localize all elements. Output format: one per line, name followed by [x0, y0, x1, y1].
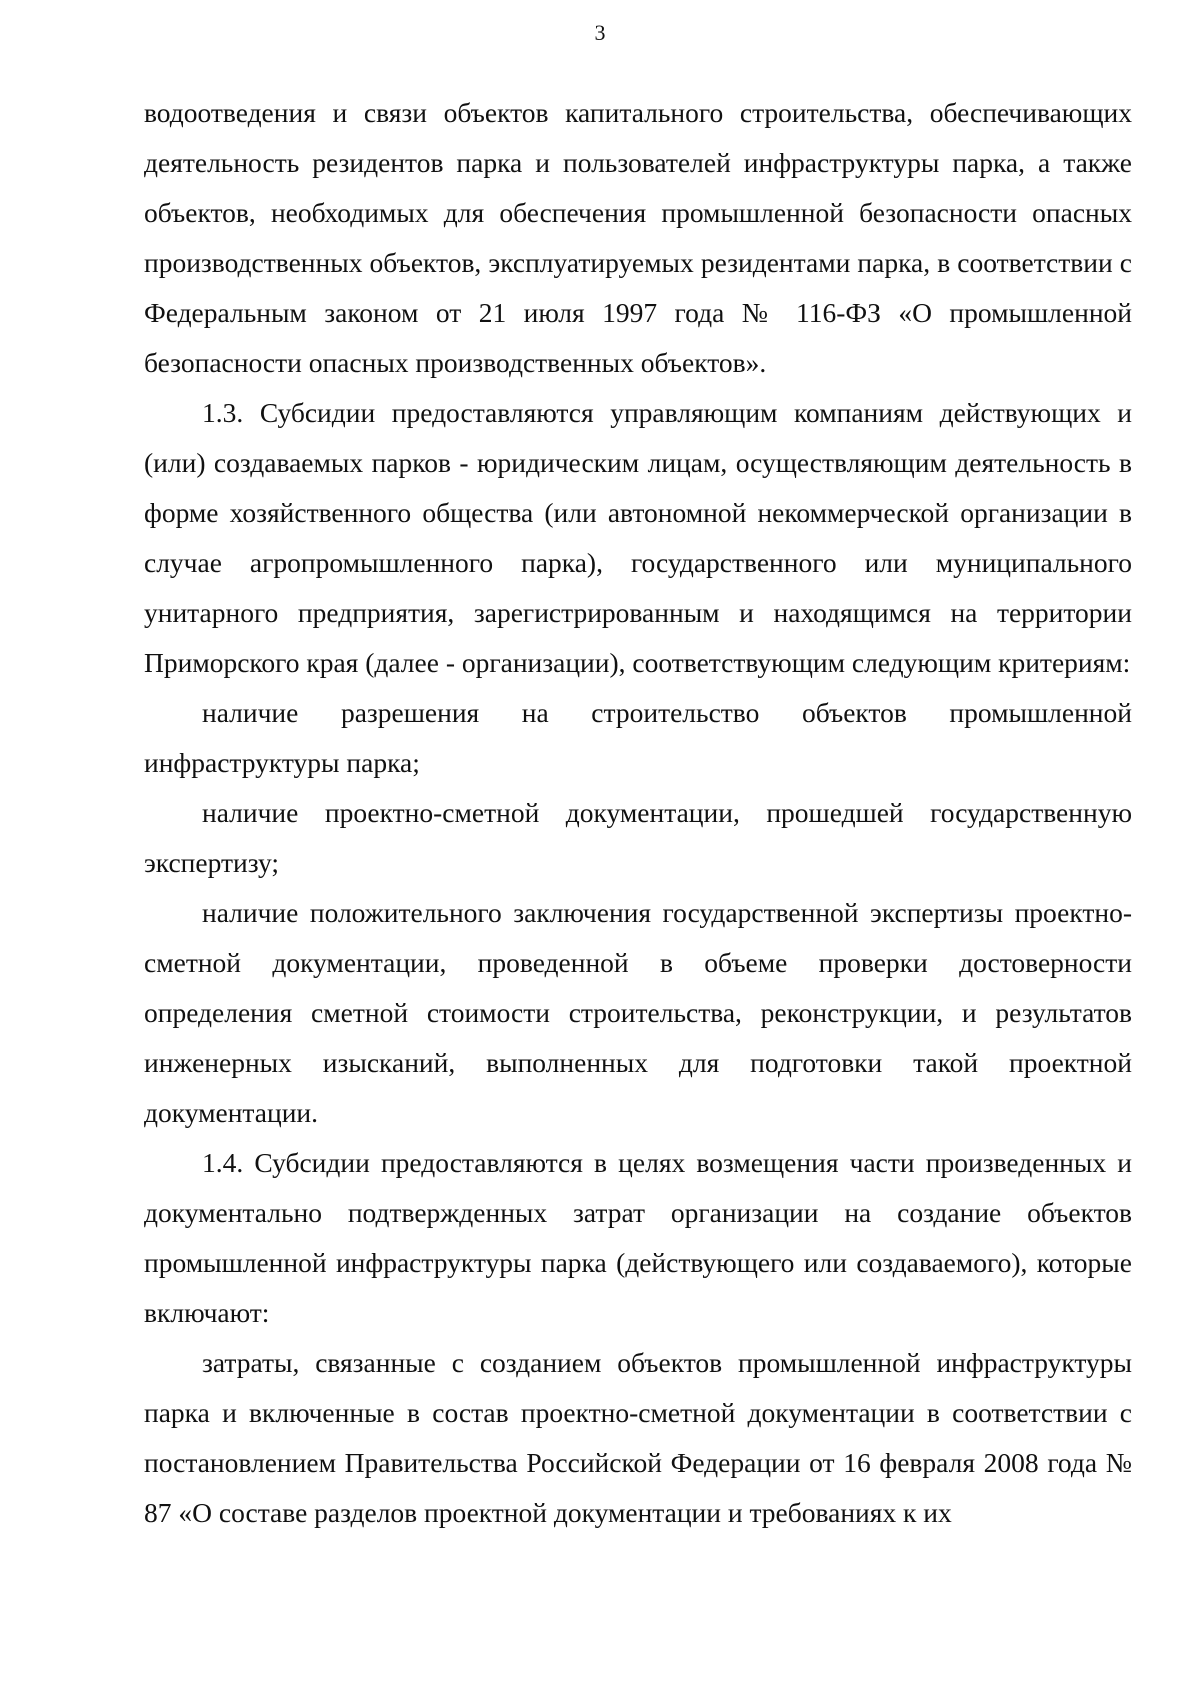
- paragraph-1-4: 1.4. Субсидии предоставляются в целях возмещения части произведенных и документально подтвержденных затрат организации на создание объектов промышленной инфраструктуры парка (действующего или создаваемого), которые включают:: [144, 1147, 1132, 1328]
- paragraph-continuation: водоотведения и связи объектов капитального строительства, обеспечивающих деятельность резидентов парка и пользователей инфраструктуры парка, а также объектов, необходимых для обеспечения промышленной безопасности опасных производственных объектов, эксплуатируемых резидентами парка, в соответствии с Федеральным законом от 21 июля 1997 года № 116-ФЗ «О промышленной безопасности опасных производственных объектов».: [144, 97, 1132, 378]
- criterion-permit: наличие разрешения на строительство объектов промышленной инфраструктуры парка;: [144, 697, 1132, 778]
- criterion-expertise: наличие положительного заключения государственной экспертизы проектно-сметной документации, проведенной в объеме проверки достоверности определения сметной стоимости строительства, реконструкции, и результатов инженерных изысканий, выполненных для подготовки такой проектной документации.: [144, 897, 1132, 1128]
- page-number: 3: [594, 20, 606, 45]
- paragraph-1-3: 1.3. Субсидии предоставляются управляющим компаниям действующих и (или) создаваемых парков - юридическим лицам, осуществляющим деятельность в форме хозяйственного общества (или автономной некоммерческой организации в случае агропромышленного парка), государственного или муниципального унитарного предприятия, зарегистрированным и находящимся на территории Приморского края (далее - организации), соответствующим следующим критериям:: [144, 397, 1132, 678]
- criterion-documentation: наличие проектно-сметной документации, прошедшей государственную экспертизу;: [144, 797, 1132, 878]
- paragraph-costs: затраты, связанные с созданием объектов промышленной инфраструктуры парка и включенные в состав проектно-сметной документации в соответствии с постановлением Правительства Российской Федерации от 16 февраля 2008 года № 87 «О составе разделов проектной документации и требованиях к их: [144, 1347, 1132, 1528]
- document-body: [144, 88, 1132, 1538]
